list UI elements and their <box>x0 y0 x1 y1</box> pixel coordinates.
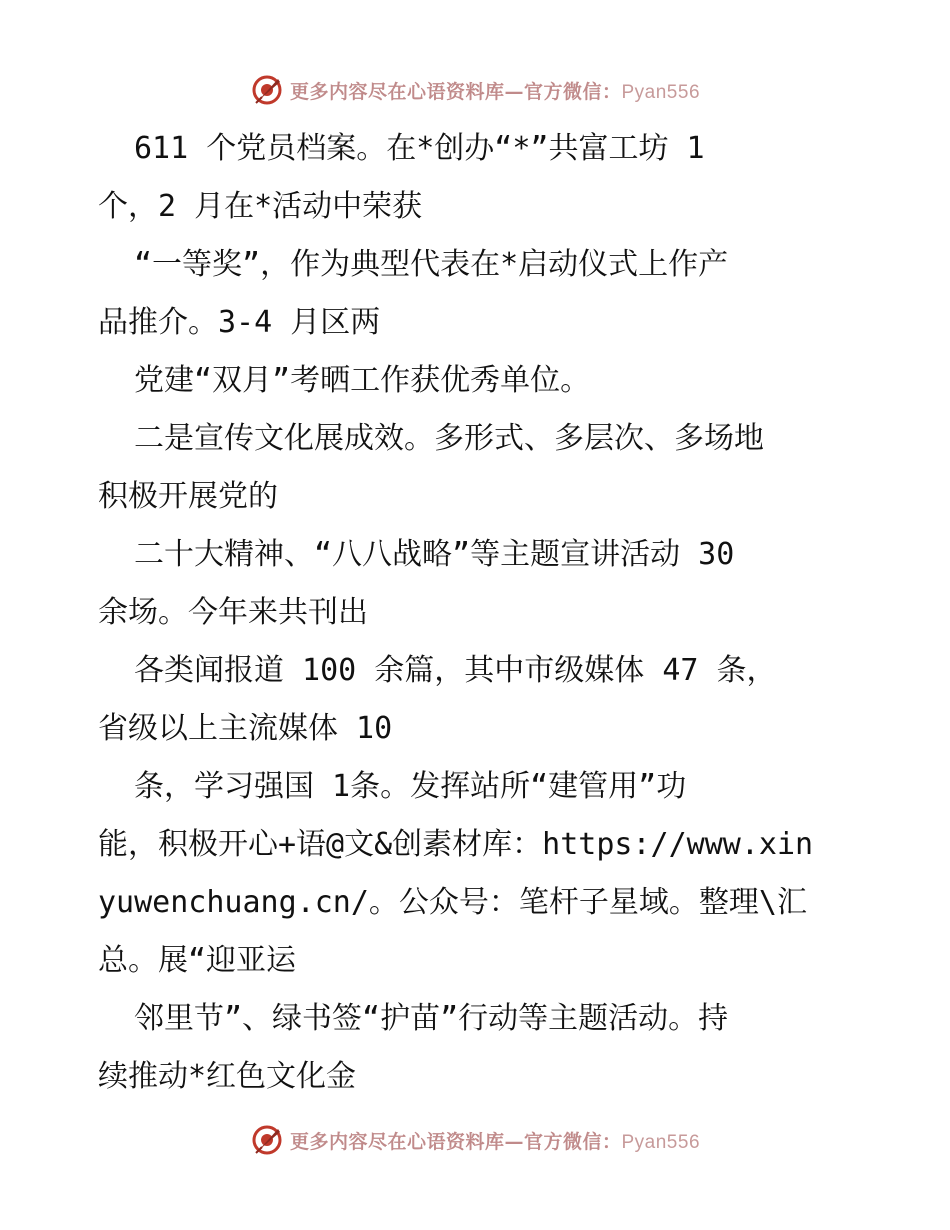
header-wechat-id: Pyan556 <box>621 81 701 103</box>
body-line: 二是宣传文化展成效。多形式、多层次、多场地 <box>134 421 764 456</box>
header-watermark-banner <box>0 70 950 110</box>
footer-banner-text: 更多内容尽在心语资料库—官方微信：Pyan556 <box>289 1130 701 1153</box>
body-line: 续推动*红色文化金 <box>98 1059 357 1094</box>
body-line: 个，2 月在*活动中荣获 <box>98 189 423 224</box>
body-line: 二十大精神、“八八战略”等主题宣讲活动 30 <box>134 537 735 572</box>
body-line: 各类闻报道 100 余篇，其中市级媒体 47 条， <box>134 653 777 688</box>
body-line: yuwenchuang.cn/。公众号：笔杆子星域。整理\汇 <box>98 885 807 920</box>
body-line: 省级以上主流媒体 10 <box>98 711 393 746</box>
footer-wechat-id: Pyan556 <box>621 1131 701 1153</box>
body-line: 邻里节”、绿书签“护苗”行动等主题活动。持 <box>134 1001 729 1036</box>
document-body <box>98 120 858 1106</box>
quill-logo-icon <box>250 73 284 107</box>
body-line: 余场。今年来共刊出 <box>98 595 368 630</box>
body-line: 611 个党员档案。在*创办“*”共富工坊 1 <box>134 131 705 166</box>
body-line: 条，学习强国 1条。发挥站所“建管用”功 <box>134 769 687 804</box>
footer-watermark-banner <box>0 1120 950 1160</box>
body-line: “一等奖”，作为典型代表在*启动仪式上作产 <box>134 247 729 282</box>
header-banner-text: 更多内容尽在心语资料库—官方微信：Pyan556 <box>289 80 701 103</box>
quill-logo-icon <box>250 1123 284 1157</box>
body-line: 积极开展党的 <box>98 479 278 514</box>
body-line: 总。展“迎亚运 <box>98 943 297 978</box>
body-line: 党建“双月”考晒工作获优秀单位。 <box>134 363 591 398</box>
body-line: 品推介。3-4 月区两 <box>98 305 381 340</box>
body-line: 能，积极开心+语@文&创素材库：https://www.xin <box>98 827 814 862</box>
